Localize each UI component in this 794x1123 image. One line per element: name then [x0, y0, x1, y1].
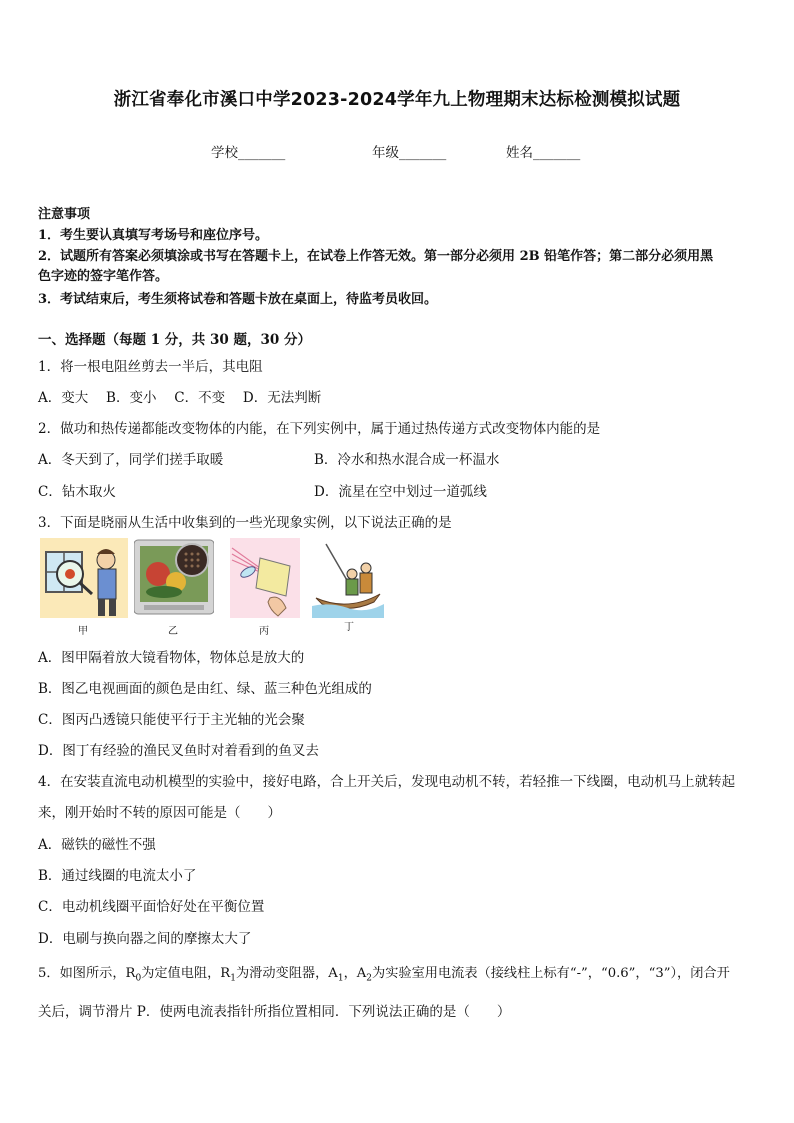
- q4-option-b: B．通过线圈的电流太小了: [38, 868, 197, 884]
- q5-stem-line2: 关后，调节滑片 P．使两电流表指针所指位置相同．下列说法正确的是（ ）: [38, 1004, 511, 1020]
- q5-text-mid2: 为滑动变阻器，A: [235, 966, 338, 981]
- q2-option-d: D．流星在空中划过一道弧线: [314, 484, 487, 500]
- q5-sub-a2: 2: [366, 973, 373, 984]
- caption-bing: 丙: [259, 626, 269, 637]
- figure-yi: [134, 538, 214, 618]
- q3-option-c: C．图丙凸透镜只能使平行于主光轴的光会聚: [38, 712, 305, 728]
- page-title: 浙江省奉化市溪口中学2023-2024学年九上物理期末达标检测模拟试题: [113, 90, 681, 110]
- school-field: 学校_______: [211, 145, 286, 161]
- grade-field: 年级_______: [372, 145, 447, 161]
- section-heading: 一、选择题（每题 1 分，共 30 题，30 分）: [38, 332, 311, 348]
- q5-sub-r0: 0: [135, 973, 142, 984]
- figure-bing: [230, 538, 300, 618]
- q5-text-pre: 5．如图所示，R: [38, 966, 136, 981]
- q5-sub-a1: 1: [337, 973, 344, 984]
- notice-item-1: 1．考生要认真填写考场号和座位序号。: [38, 228, 269, 243]
- q3-stem: 3．下面是晓丽从生活中收集到的一些光现象实例，以下说法正确的是: [38, 515, 452, 531]
- notice-heading: 注意事项: [38, 207, 91, 222]
- q4-stem-line2: 来，刚开始时不转的原因可能是（ ）: [38, 805, 281, 821]
- q4-option-c: C．电动机线圈平面恰好处在平衡位置: [38, 899, 265, 915]
- q1-options: A．变大 B．变小 C．不变 D．无法判断: [38, 390, 322, 406]
- q5-text-mid3: ，A: [343, 966, 367, 981]
- q2-option-a: A．冬天到了，同学们搓手取暖: [38, 452, 224, 468]
- q5-text-post: 为实验室用电流表（接线柱上标有“-”，“0.6”，“3”），闭合开: [372, 966, 730, 981]
- q3-option-b: B．图乙电视画面的颜色是由红、绿、蓝三种色光组成的: [38, 681, 372, 697]
- q3-option-a: A．图甲隔着放大镜看物体，物体总是放大的: [38, 650, 305, 666]
- figure-jia: [40, 538, 128, 618]
- q4-stem-line1: 4．在安装直流电动机模型的实验中，接好电路，合上开关后，发现电动机不转，若轻推一下线圈，电动机马上就转起: [38, 774, 736, 790]
- q5-stem-line1: [38, 962, 730, 984]
- name-field: 姓名_______: [506, 145, 581, 161]
- notice-item-2-cont: 色字迹的签字笔作答。: [38, 269, 169, 284]
- q5-text-mid1: 为定值电阻，R: [141, 966, 231, 981]
- q5-sub-r1: 1: [230, 973, 236, 984]
- caption-jia: 甲: [78, 626, 88, 637]
- caption-yi: 乙: [168, 626, 178, 637]
- q4-option-a: A．磁铁的磁性不强: [38, 837, 156, 853]
- notice-item-3: 3．考试结束后，考生须将试卷和答题卡放在桌面上，待监考员收回。: [38, 292, 438, 307]
- figure-ding: [312, 538, 384, 618]
- q2-stem: 2．做功和热传递都能改变物体的内能，在下列实例中，属于通过热传递方式改变物体内能的是: [38, 421, 601, 437]
- notice-item-2: 2．试题所有答案必须填涂或书写在答题卡上，在试卷上作答无效。第一部分必须用 2B 铅笔作答；第二部分必须用黑: [38, 249, 714, 264]
- q4-option-d: D．电刷与换向器之间的摩擦太大了: [38, 931, 252, 947]
- q3-option-d: D．图丁有经验的渔民叉鱼时对着看到的鱼叉去: [38, 743, 319, 759]
- q2-option-c: C．钻木取火: [38, 484, 116, 500]
- q2-option-b: B．冷水和热水混合成一杯温水: [314, 452, 500, 468]
- caption-ding: 丁: [344, 622, 354, 633]
- q1-stem: 1．将一根电阻丝剪去一半后，其电阻: [38, 359, 263, 375]
